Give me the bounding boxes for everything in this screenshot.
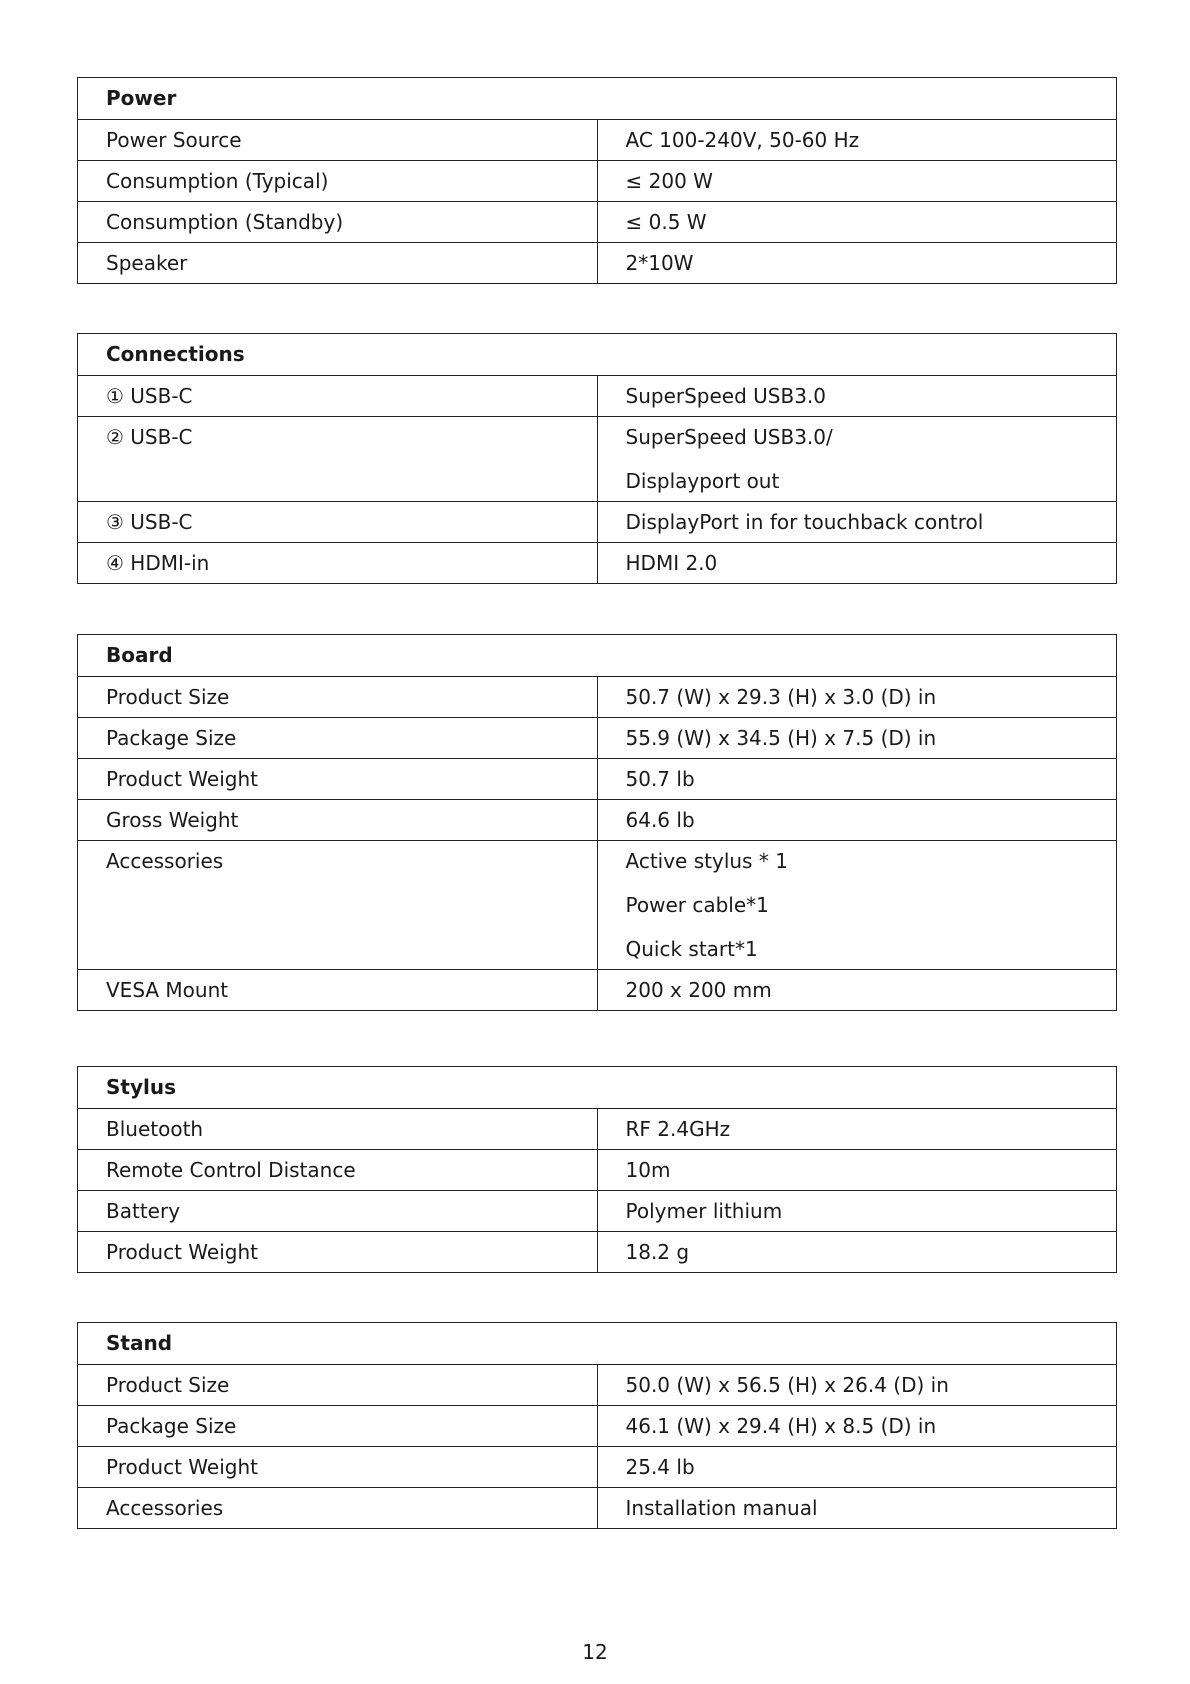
spec-label: Product Weight: [78, 1447, 598, 1488]
spec-value-line: Active stylus * 1: [625, 849, 788, 873]
table-row: [78, 502, 1117, 543]
table-row: [78, 1365, 1117, 1406]
spec-label: Power Source: [78, 120, 598, 161]
spec-table-connections: [77, 333, 1117, 584]
spec-value-line: Displayport out: [625, 469, 780, 493]
spec-table-power: [77, 77, 1117, 284]
spec-value-line: Installation manual: [625, 1496, 818, 1520]
spec-value: [597, 376, 1117, 417]
spec-value-line: 200 x 200 mm: [625, 978, 772, 1002]
spec-label: Product Weight: [78, 759, 598, 800]
spec-label: Remote Control Distance: [78, 1150, 598, 1191]
spec-value: [597, 677, 1117, 718]
spec-value-line: DisplayPort in for touchback control: [625, 510, 984, 534]
page-number: 12: [582, 1640, 608, 1664]
section-header-row: [78, 1323, 1117, 1365]
spec-label: Consumption (Typical): [78, 161, 598, 202]
spec-label: Accessories: [78, 1488, 598, 1529]
spec-value-line: 50.7 lb: [625, 767, 695, 791]
spec-value-line: 50.0 (W) x 56.5 (H) x 26.4 (D) in: [625, 1373, 949, 1397]
section-title: Power: [78, 78, 1117, 120]
section-header-row: [78, 1067, 1117, 1109]
spec-value: [597, 543, 1117, 584]
spec-value-line: SuperSpeed USB3.0/: [625, 425, 833, 449]
spec-value-line: AC 100-240V, 50-60 Hz: [625, 128, 860, 152]
section-title: Connections: [78, 334, 1117, 376]
spec-value-line: Power cable*1: [625, 893, 769, 917]
spec-value-line: 18.2 g: [625, 1240, 690, 1264]
table-row: [78, 1447, 1117, 1488]
table-row: [78, 543, 1117, 584]
spec-value: [597, 417, 1117, 502]
table-row: [78, 759, 1117, 800]
table-row: [78, 841, 1117, 970]
table-row: [78, 970, 1117, 1011]
spec-value: [597, 1488, 1117, 1529]
spec-value: [597, 1109, 1117, 1150]
table-row: [78, 1488, 1117, 1529]
spec-label: VESA Mount: [78, 970, 598, 1011]
section-title: Stylus: [78, 1067, 1117, 1109]
spec-value-line: RF 2.4GHz: [625, 1117, 731, 1141]
spec-value: [597, 243, 1117, 284]
spec-value-line: 25.4 lb: [625, 1455, 695, 1479]
spec-label: Battery: [78, 1191, 598, 1232]
spec-label: Consumption (Standby): [78, 202, 598, 243]
spec-value-line: SuperSpeed USB3.0: [625, 384, 827, 408]
section-header-row: [78, 334, 1117, 376]
spec-table-board: [77, 634, 1117, 1011]
spec-label: ② USB-C: [78, 417, 598, 502]
spec-label: Accessories: [78, 841, 598, 970]
spec-value: [597, 120, 1117, 161]
spec-label: Product Size: [78, 1365, 598, 1406]
spec-value-line: 55.9 (W) x 34.5 (H) x 7.5 (D) in: [625, 726, 937, 750]
spec-value-line: 64.6 lb: [625, 808, 695, 832]
spec-value-line: ≤ 0.5 W: [625, 210, 707, 234]
spec-value: [597, 1406, 1117, 1447]
table-row: [78, 1109, 1117, 1150]
spec-value: [597, 1191, 1117, 1232]
table-row: [78, 677, 1117, 718]
table-row: [78, 718, 1117, 759]
table-row: [78, 120, 1117, 161]
spec-label: ④ HDMI-in: [78, 543, 598, 584]
spec-value: [597, 759, 1117, 800]
spec-value: [597, 1447, 1117, 1488]
spec-value: [597, 1365, 1117, 1406]
spec-value: [597, 718, 1117, 759]
spec-label: ① USB-C: [78, 376, 598, 417]
spec-label: Package Size: [78, 718, 598, 759]
table-row: [78, 800, 1117, 841]
spec-label: Gross Weight: [78, 800, 598, 841]
spec-value: [597, 841, 1117, 970]
spec-value: [597, 502, 1117, 543]
spec-label: Product Weight: [78, 1232, 598, 1273]
spec-value-line: Polymer lithium: [625, 1199, 783, 1223]
spec-value-line: 2*10W: [625, 251, 694, 275]
section-header-row: [78, 78, 1117, 120]
spec-value-line: ≤ 200 W: [625, 169, 713, 193]
table-row: [78, 376, 1117, 417]
spec-value-line: 10m: [625, 1158, 671, 1182]
spec-label: Speaker: [78, 243, 598, 284]
spec-table-stand: [77, 1322, 1117, 1529]
spec-label: Bluetooth: [78, 1109, 598, 1150]
table-row: [78, 1406, 1117, 1447]
spec-label: ③ USB-C: [78, 502, 598, 543]
spec-value: [597, 1150, 1117, 1191]
section-title: Board: [78, 635, 1117, 677]
spec-value-line: 50.7 (W) x 29.3 (H) x 3.0 (D) in: [625, 685, 937, 709]
spec-value-line: 46.1 (W) x 29.4 (H) x 8.5 (D) in: [625, 1414, 937, 1438]
table-row: [78, 417, 1117, 502]
spec-table-stylus: [77, 1066, 1117, 1273]
spec-label: Package Size: [78, 1406, 598, 1447]
spec-value-line: HDMI 2.0: [625, 551, 718, 575]
spec-value: [597, 202, 1117, 243]
spec-value: [597, 800, 1117, 841]
spec-value: [597, 1232, 1117, 1273]
table-row: [78, 1232, 1117, 1273]
section-title: Stand: [78, 1323, 1117, 1365]
table-row: [78, 1191, 1117, 1232]
table-row: [78, 161, 1117, 202]
spec-value: [597, 161, 1117, 202]
spec-value-line: Quick start*1: [625, 937, 758, 961]
table-row: [78, 1150, 1117, 1191]
spec-value: [597, 970, 1117, 1011]
section-header-row: [78, 635, 1117, 677]
table-row: [78, 202, 1117, 243]
table-row: [78, 243, 1117, 284]
spec-label: Product Size: [78, 677, 598, 718]
